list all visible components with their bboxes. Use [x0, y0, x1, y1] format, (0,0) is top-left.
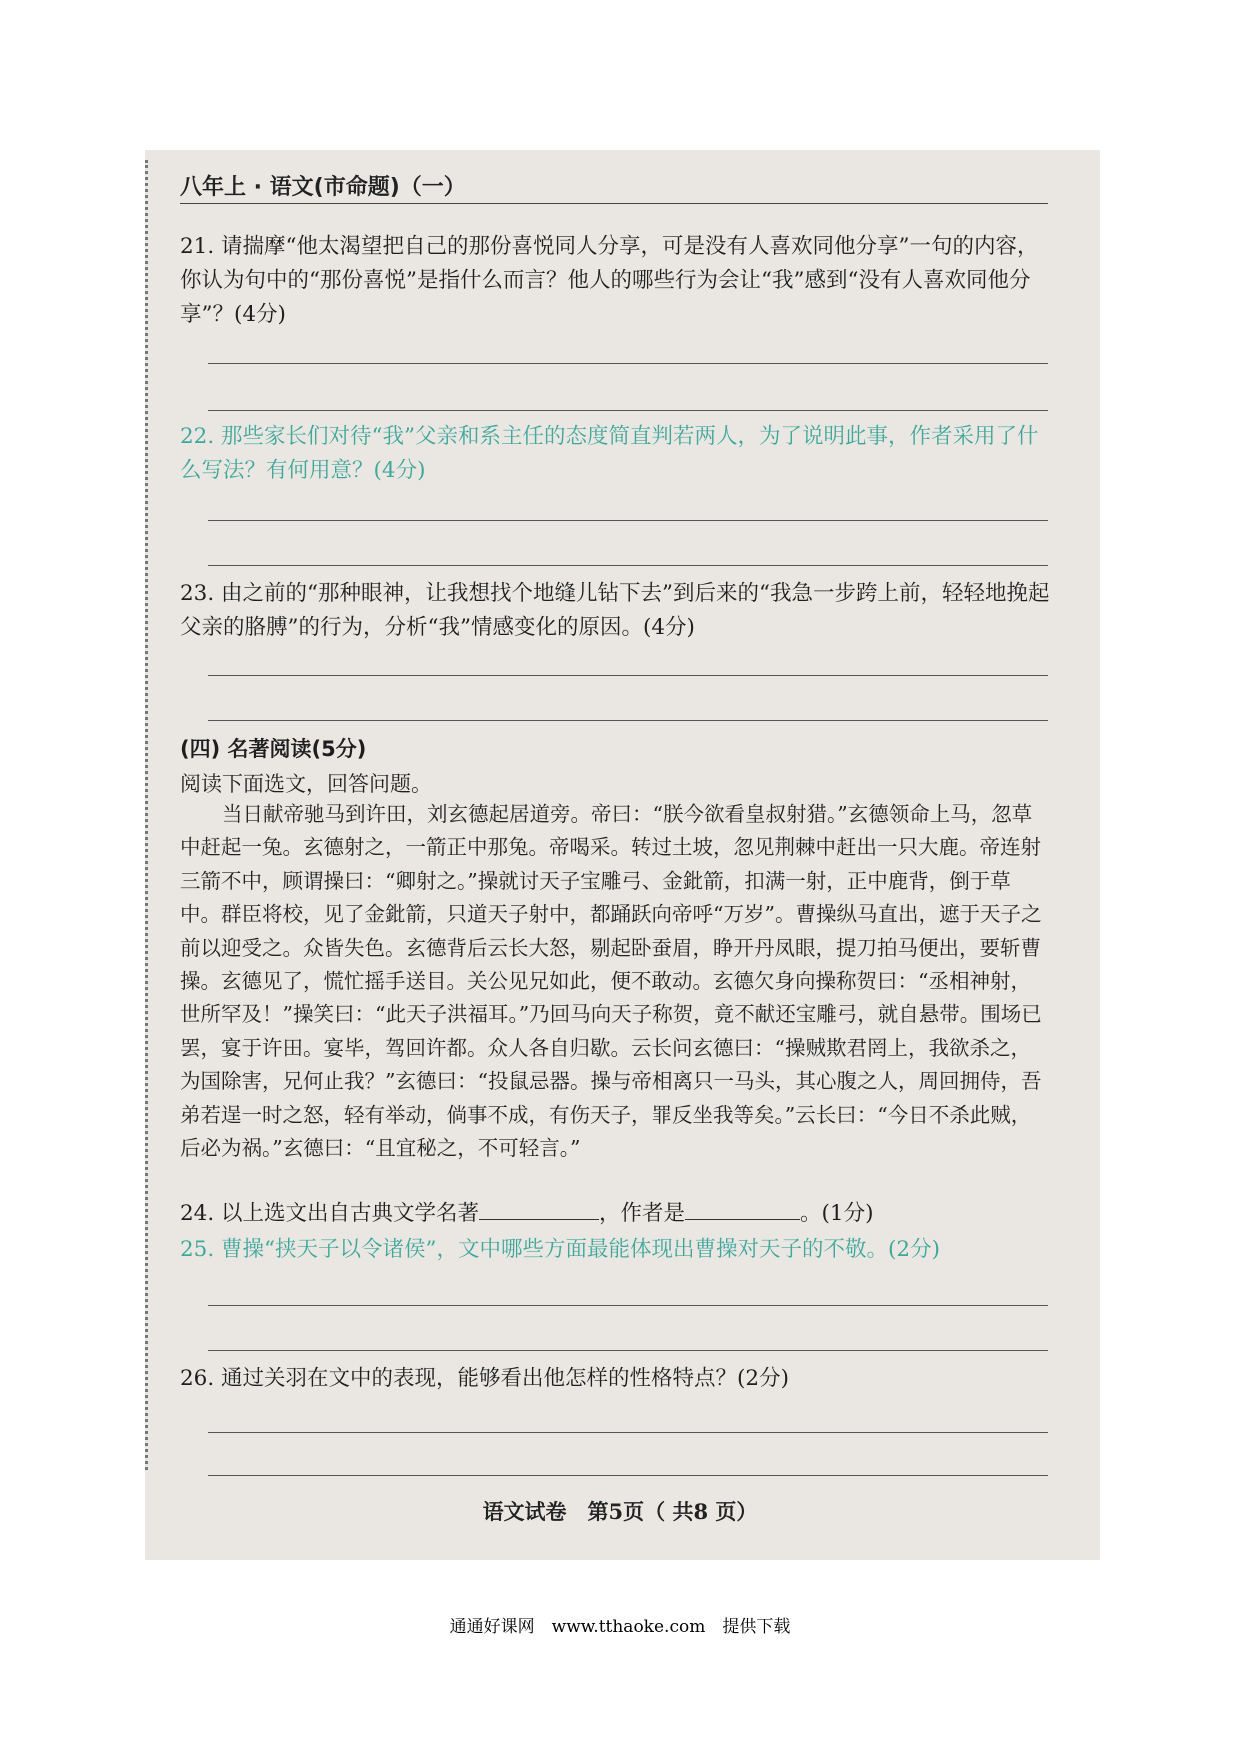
- page-footer: 语文试卷 第5页（ 共8 页）: [482, 1499, 758, 1524]
- answer-line: [208, 520, 1048, 521]
- reading-passage: 当日献帝驰马到许田，刘玄德起居道旁。帝曰：“朕今欲看皇叔射猎。”玄德领命上马，忽草中赶起一兔。玄德射之，一箭正中那兔。帝喝采。转过土坡，忽见荆棘中赶出一只大鹿。帝连射三箭不中，顾谓操曰：“卿射之。”操就讨天子宝雕弓、金鈚箭，扣满一射，正中鹿背，倒于草中。群臣将校，见了金鈚箭，只道天子射中，都踊跃向帝呼“万岁”。曹操纵马直出，遮于天子之前以迎受之。众皆失色。玄德背后云长大怒，剔起卧蚕眉，睁开丹凤眼，提刀拍马便出，要斩曹操。玄德见了，慌忙摇手送目。关公见兄如此，便不敢动。玄德欠身向操称贺曰：“丞相神射，世所罕及！”操笑曰：“此天子洪福耳。”乃回马向天子称贺，竟不献还宝雕弓，就自悬带。围场已罢，宴于许田。宴毕，驾回许都。众人各自归歇。云长问玄德曰：“操贼欺君罔上，我欲杀之，为国除害，兄何止我？”玄德曰：“投鼠忌器。操与帝相离只一马头，其心腹之人，周回拥侍，吾弟若逞一时之怒，轻有举动，倘事不成，有伤天子，罪反坐我等矣。”云长曰：“今日不杀此贼，后必为祸。”玄德曰：“且宜秘之，不可轻言。”: [180, 802, 1042, 1161]
- question-24-text: 24. 以上选文出自古典文学名著: [180, 1201, 480, 1226]
- answer-line: [208, 1475, 1048, 1476]
- answer-line: [208, 1350, 1048, 1351]
- question-21: 21. 请揣摩“他太渴望把自己的那份喜悦同人分享，可是没有人喜欢同他分享”一句的内容，你认为句中的“那份喜悦”是指什么而言？他人的哪些行为会让“我”感到“没有人喜欢同他分享”？(4分): [180, 234, 1039, 327]
- answer-line: [208, 565, 1048, 566]
- question-25: 25. 曹操“挟天子以令诸侯”，文中哪些方面最能体现出曹操对天子的不敬。(2分): [180, 1237, 940, 1262]
- page-header: 八年上 · 语文(市命题)（一）: [180, 175, 466, 200]
- binding-margin-dots: [145, 160, 148, 1470]
- question-26: 26. 通过关羽在文中的表现，能够看出他怎样的性格特点？(2分): [180, 1366, 789, 1391]
- question-22: 22. 那些家长们对待“我”父亲和系主任的态度简直判若两人，为了说明此事，作者采用了什么写法？有何用意？(4分): [180, 424, 1039, 483]
- question-24: [180, 1197, 1050, 1231]
- section-intro: 阅读下面选文，回答问题。: [180, 772, 432, 796]
- question-23: 23. 由之前的“那种眼神，让我想找个地缝儿钻下去”到后来的“我急一步跨上前，轻轻地挽起父亲的胳膊”的行为，分析“我”情感变化的原因。(4分): [180, 581, 1050, 640]
- answer-line: [208, 410, 1048, 411]
- header-rule: [180, 203, 1048, 204]
- fill-blank-book[interactable]: [479, 1197, 599, 1220]
- question-24-score: 。(1分): [800, 1201, 874, 1226]
- download-credit: 通通好课网 www.tthaoke.com 提供下载: [449, 1617, 791, 1637]
- answer-line: [208, 675, 1048, 676]
- question-24-author: ，作者是: [599, 1201, 686, 1226]
- answer-line: [208, 363, 1048, 364]
- answer-line: [208, 1432, 1048, 1433]
- answer-line: [208, 1305, 1048, 1306]
- answer-line: [208, 720, 1048, 721]
- section-title: (四) 名著阅读(5分): [180, 737, 367, 761]
- fill-blank-author[interactable]: [685, 1197, 800, 1220]
